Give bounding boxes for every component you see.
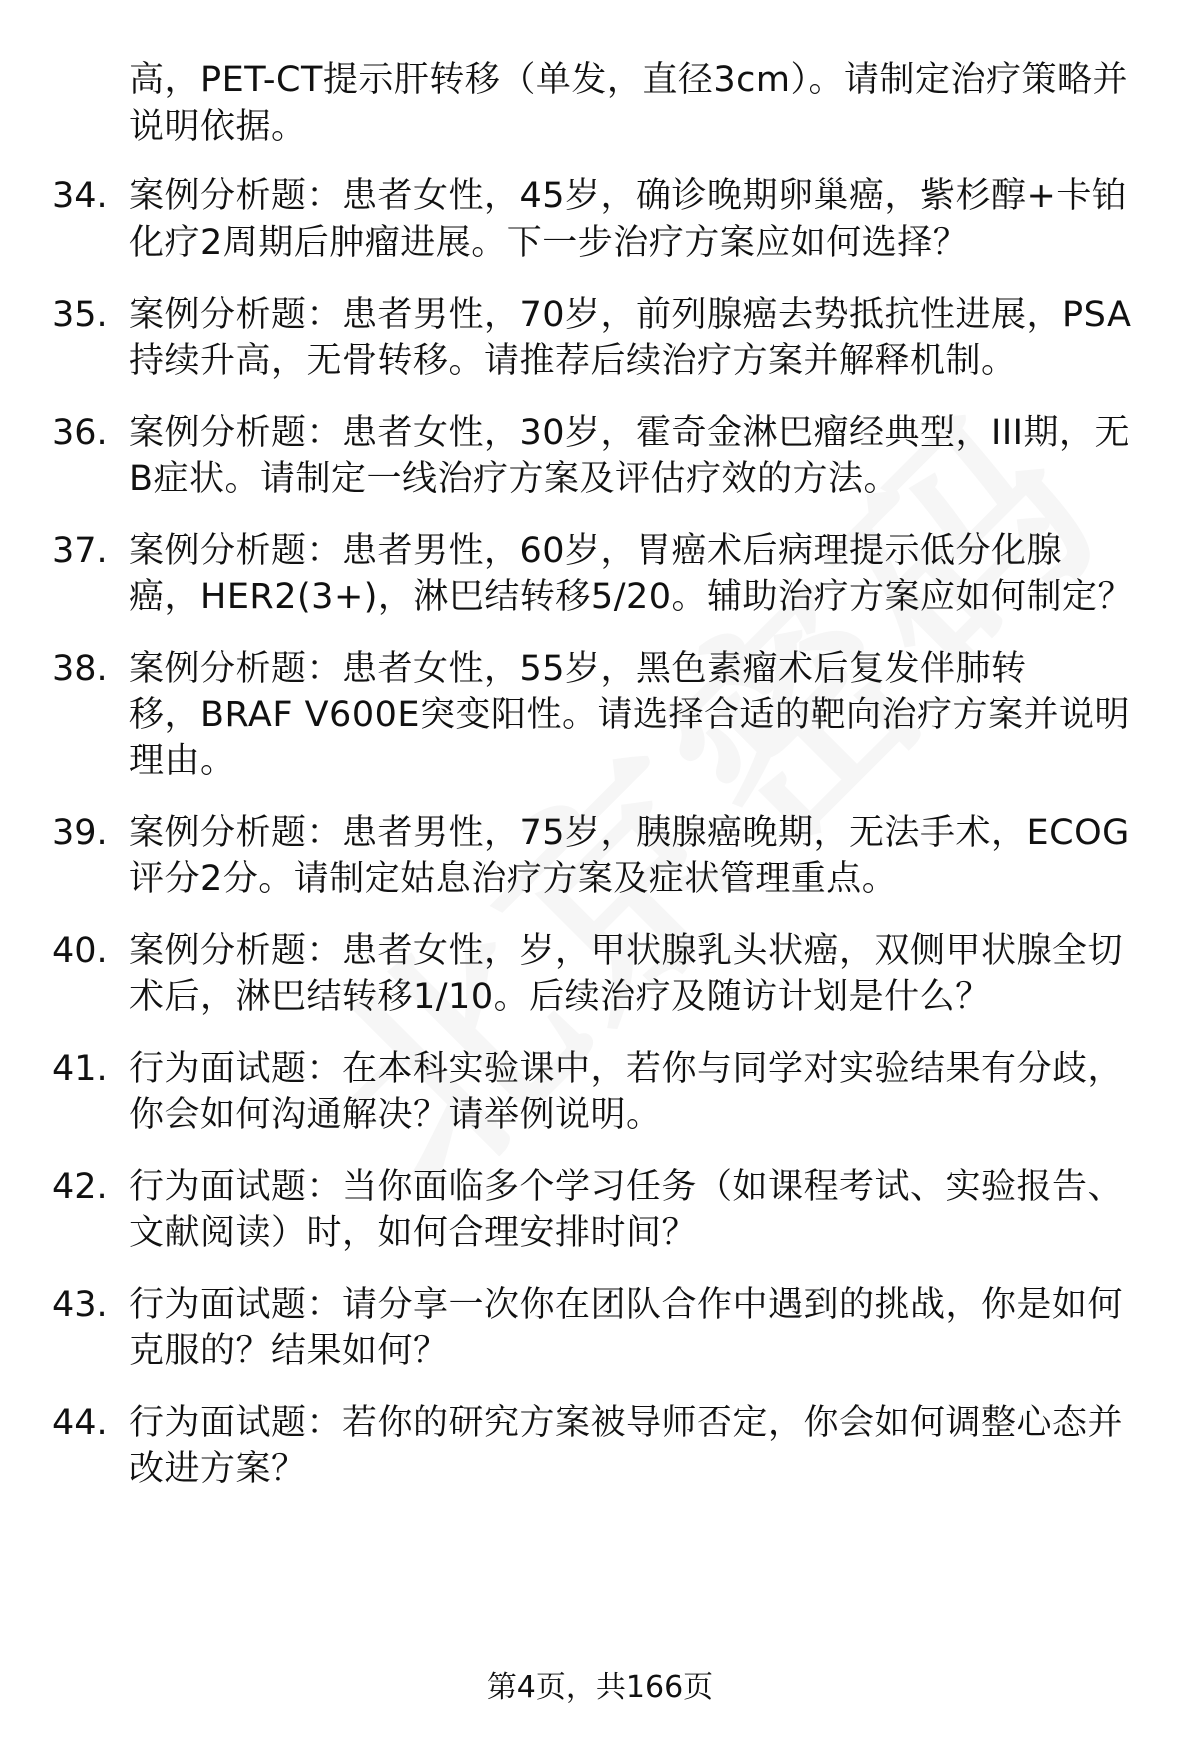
question-line: 改进方案？	[129, 1449, 307, 1489]
question-number: 38.	[52, 649, 108, 689]
question-number: 39.	[52, 813, 108, 853]
question-number: 37.	[52, 531, 108, 571]
question-line: 案例分析题：患者男性，60岁，胃癌术后病理提示低分化腺	[129, 531, 1063, 571]
question-line: 行为面试题：在本科实验课中，若你与同学对实验结果有分歧，	[129, 1049, 1124, 1089]
question-line: 行为面试题：当你面临多个学习任务（如课程考试、实验报告、	[129, 1167, 1124, 1207]
question-line: 你会如何沟通解决？请举例说明。	[129, 1095, 662, 1135]
question-number: 36.	[52, 413, 108, 453]
question-line: B症状。请制定一线治疗方案及评估疗效的方法。	[129, 459, 900, 499]
question-line: 案例分析题：患者女性，岁，甲状腺乳头状癌，双侧甲状腺全切	[129, 931, 1124, 971]
question-line: 案例分析题：患者女性，45岁，确诊晚期卵巢癌，紫杉醇+卡铂	[129, 176, 1128, 216]
question-line: 癌，HER2(3+)，淋巴结转移5/20。辅助治疗方案应如何制定？	[129, 577, 1134, 617]
intro-line: 高，PET-CT提示肝转移（单发，直径3cm）。请制定治疗策略并	[129, 60, 1128, 100]
question-line: 术后，淋巴结转移1/10。后续治疗及随访计划是什么？	[129, 977, 991, 1017]
question-line: 理由。	[129, 741, 236, 781]
question-line: 文献阅读）时，如何合理安排时间？	[129, 1213, 698, 1253]
question-line: 案例分析题：患者男性，75岁，胰腺癌晚期，无法手术，ECOG	[129, 813, 1130, 853]
question-number: 40.	[52, 931, 108, 971]
question-line: 移，BRAF V600E突变阳性。请选择合适的靶向治疗方案并说明	[129, 695, 1130, 735]
question-line: 案例分析题：患者女性，55岁，黑色素瘤术后复发伴肺转	[129, 649, 1027, 689]
question-line: 化疗2周期后肿瘤进展。下一步治疗方案应如何选择？	[129, 223, 969, 263]
question-line: 案例分析题：患者男性，70岁，前列腺癌去势抵抗性进展，PSA	[129, 295, 1132, 335]
question-line: 持续升高，无骨转移。请推荐后续治疗方案并解释机制。	[129, 341, 1017, 381]
question-number: 35.	[52, 295, 108, 335]
question-line: 行为面试题：请分享一次你在团队合作中遇到的挑战，你是如何	[129, 1285, 1124, 1325]
question-line: 案例分析题：患者女性，30岁，霍奇金淋巴瘤经典型，III期，无	[129, 413, 1131, 453]
question-number: 41.	[52, 1049, 108, 1089]
question-number: 44.	[52, 1403, 108, 1443]
page-number-footer: 第4页，共166页	[486, 1670, 714, 1705]
question-line: 评分2分。请制定姑息治疗方案及症状管理重点。	[129, 859, 898, 899]
question-line: 行为面试题：若你的研究方案被导师否定，你会如何调整心态并	[129, 1403, 1124, 1443]
intro-line: 说明依据。	[129, 107, 307, 147]
question-number: 34.	[52, 176, 108, 216]
question-number: 42.	[52, 1167, 108, 1207]
question-line: 克服的？结果如何？	[129, 1331, 449, 1371]
question-number: 43.	[52, 1285, 108, 1325]
